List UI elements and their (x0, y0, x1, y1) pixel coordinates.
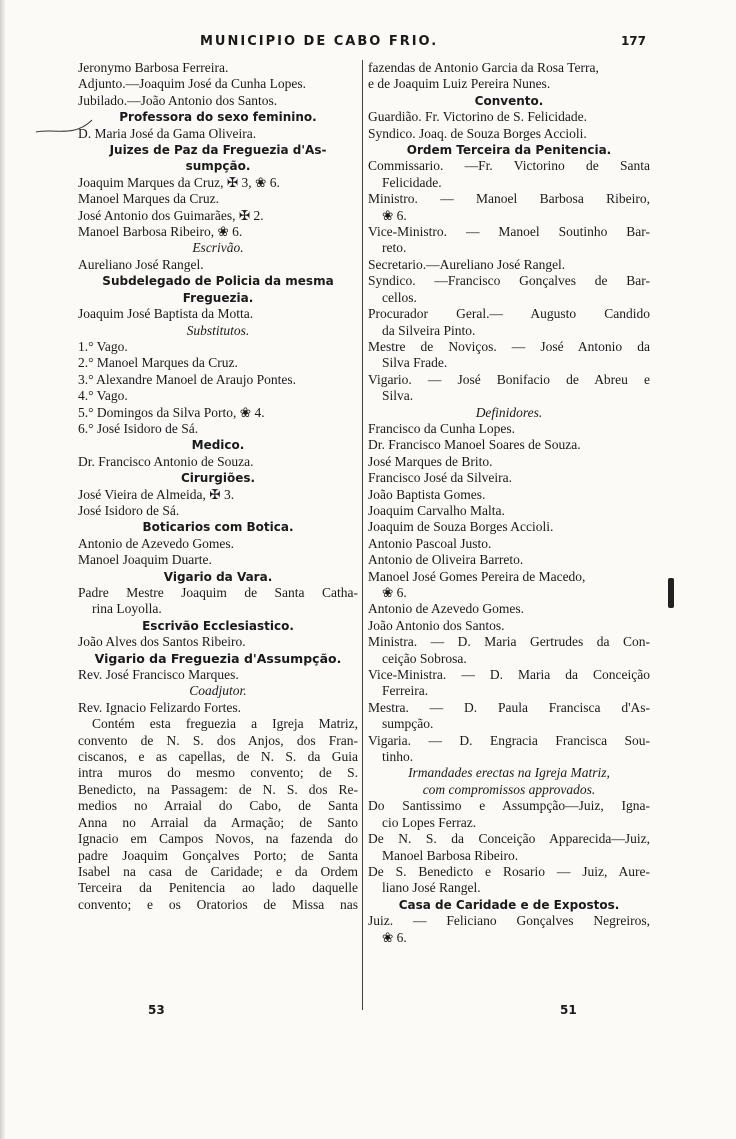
entry-line: Dr. Francisco Antonio de Souza. (78, 453, 254, 469)
entry-line: Antonio Pascoal Justo. (368, 535, 492, 551)
continuation-line: cio Lopes Ferraz. (382, 814, 477, 830)
paragraph-line: padre Joaquim Gonçalves Porto; de Santa (78, 847, 358, 863)
paragraph-line: convento de N. S. dos Anjos, dos Fran- (78, 732, 358, 748)
section-heading: Convento. (474, 93, 544, 108)
entry-line: Padre Mestre Joaquim de Santa Catha- (78, 585, 358, 600)
continuation-line: Silva Frade. (382, 355, 448, 371)
column-divider (362, 60, 363, 1010)
paragraph-line: convento; e os Oratorios de Missa nas (78, 896, 358, 912)
entry-line: Adjunto.—Joaquim José da Cunha Lopes. (78, 76, 306, 92)
continuation-line: ❀ 6. (382, 207, 407, 223)
entry-line: Rev. Ignacio Felizardo Fortes. (78, 699, 241, 715)
scan-edge-shadow (0, 0, 6, 1139)
page-number: 177 (620, 34, 646, 48)
entry-line: 2.° Manoel Marques da Cruz. (78, 355, 238, 371)
section-heading: Cirurgiões. (180, 471, 256, 486)
entry-line: Mestre de Noviços. — José Antonio da (368, 338, 650, 354)
continuation-line: sumpção. (382, 716, 434, 732)
footer-signature-left: 53 (148, 1003, 165, 1017)
subsection-heading: Irmandades erectas na Igreja Matriz, (408, 765, 610, 781)
entry-line: Antonio de Azevedo Gomes. (368, 601, 524, 617)
entry-line: José Vieira de Almeida, ✠ 3. (78, 486, 235, 502)
entry-line: Rev. José Francisco Marques. (78, 667, 239, 683)
paragraph-line: Contém esta freguezia a Igreja Matriz, (92, 716, 358, 732)
entry-line: De S. Benedicto e Rosario — Juiz, Aure- (368, 863, 650, 879)
entry-line: Manoel José Gomes Pereira de Macedo, (368, 568, 586, 584)
continuation-line: cellos. (382, 289, 417, 305)
entry-line: 5.° Domingos da Silva Porto, ❀ 4. (78, 404, 265, 420)
continuation-line: ❀ 6. (382, 929, 407, 945)
continuation-line: ❀ 6. (382, 585, 407, 600)
entry-line: Francisco José da Silveira. (368, 470, 512, 486)
entry-line: José Marques de Brito. (368, 453, 493, 469)
entry-line: Manoel Joaquim Duarte. (78, 552, 212, 568)
section-heading: Professora do sexo feminino. (119, 110, 317, 125)
entry-line: Aureliano José Rangel. (78, 256, 204, 272)
subsection-heading: com compromissos approvados. (422, 781, 596, 797)
entry-line: João Baptista Gomes. (368, 486, 486, 502)
continuation-line: Ferreira. (382, 683, 429, 699)
entry-line: Antonio de Oliveira Barreto. (368, 552, 524, 568)
subsection-heading: Coadjutor. (189, 683, 247, 699)
left-column (78, 60, 358, 913)
continuation-line: reto. (382, 240, 407, 256)
entry-line: Syndico. —Francisco Gonçalves de Bar- (368, 273, 650, 289)
subsection-heading: Substitutos. (186, 322, 250, 338)
entry-line: Joaquim José Baptista da Motta. (78, 306, 254, 322)
page-header-title: MUNICIPIO DE CABO FRIO. (200, 34, 439, 49)
paragraph-line: Terceira da Penitencia ao lado daquelle (78, 880, 358, 896)
entry-line: João Alves dos Santos Ribeiro. (78, 634, 246, 650)
paragraph-line: Ignacio em Campos Novos, na fazenda do (78, 831, 358, 847)
continuation-line: rina Loyolla. (92, 601, 162, 617)
section-heading: Ordem Terceira da Penitencia. (406, 143, 612, 158)
entry-line: Mestra. — D. Paula Francisca d'As- (368, 699, 650, 715)
entry-line: De N. S. da Conceição Apparecida—Juiz, (368, 831, 650, 847)
continuation-line: Felicidade. (382, 174, 442, 190)
entry-line: Jeronymo Barbosa Ferreira. (78, 60, 229, 75)
continuation-line: tinho. (382, 749, 414, 765)
entry-line: Juiz. — Feliciano Gonçalves Negreiros, (368, 913, 650, 929)
subsection-heading: Escrivão. (192, 240, 244, 256)
section-heading: Medico. (191, 438, 245, 453)
entry-line: 6.° José Isidoro de Sá. (78, 420, 199, 436)
continuation-line: Manoel Barbosa Ribeiro. (382, 847, 519, 863)
entry-line: Ministro. — Manoel Barbosa Ribeiro, (368, 191, 650, 207)
entry-line: Vice-Ministro. — Manoel Soutinho Bar- (368, 224, 650, 240)
paragraph-line: medios no Arraial do Cabo, de Santa (78, 798, 358, 814)
entry-line: João Antonio dos Santos. (368, 617, 505, 633)
paragraph-line: Anna no Arraial da Armação; de Santo (78, 814, 358, 830)
entry-line: 3.° Alexandre Manoel de Araujo Pontes. (78, 371, 296, 387)
entry-line: Ministra. — D. Maria Gertrudes da Con- (368, 634, 650, 650)
entry-line: Manoel Marques da Cruz. (78, 191, 219, 207)
entry-line: Joaquim de Souza Borges Accioli. (368, 519, 554, 535)
entry-line: Secretario.—Aureliano José Rangel. (368, 256, 566, 272)
section-heading: Escrivão Ecclesiastico. (142, 618, 294, 633)
paragraph-line: ciscanos, e as capellas, de N. S. da Guia (78, 749, 358, 765)
subsection-heading: Definidores. (475, 404, 543, 420)
entry-line: Commissario. —Fr. Victorino de Santa (368, 158, 650, 174)
entry-line: Syndico. Joaq. de Souza Borges Accioli. (368, 125, 587, 141)
footer-signature-right: 51 (560, 1003, 577, 1017)
continuation-line: Silva. (382, 388, 414, 404)
entry-line: Antonio de Azevedo Gomes. (78, 535, 234, 551)
continuation-line: da Silveira Pinto. (382, 322, 476, 338)
entry-line: Vice-Ministra. — D. Maria da Conceição (368, 667, 650, 683)
entry-line: Jubilado.—João Antonio dos Santos. (78, 92, 278, 108)
entry-line: e de Joaquim Luiz Pereira Nunes. (368, 76, 551, 92)
entry-line: Manoel Barbosa Ribeiro, ❀ 6. (78, 224, 243, 240)
section-heading: Subdelegado de Policia da mesma (102, 274, 334, 289)
entry-line: Dr. Francisco Manoel Soares de Souza. (368, 437, 581, 453)
entry-line: Do Santissimo e Assumpção—Juiz, Igna- (368, 798, 650, 814)
section-heading: Juizes de Paz da Freguezia d'As- (109, 143, 327, 158)
margin-ink-mark (668, 578, 674, 608)
entry-line: Joaquim Carvalho Malta. (368, 502, 505, 518)
entry-line: Joaquim Marques da Cruz, ✠ 3, ❀ 6. (78, 174, 280, 190)
right-column (368, 60, 650, 946)
section-heading: Casa de Caridade e de Expostos. (398, 897, 620, 912)
section-heading: Boticarios com Botica. (142, 520, 294, 535)
entry-line: 1.° Vago. (78, 338, 128, 354)
entry-line: 4.° Vago. (78, 388, 128, 404)
entry-line: fazendas de Antonio Garcia da Rosa Terra, (368, 60, 599, 75)
paragraph-line: intra muros do mesmo convento; de S. (78, 765, 358, 781)
entry-line: Francisco da Cunha Lopes. (368, 420, 515, 436)
continuation-line: liano José Rangel. (382, 880, 481, 896)
section-heading: sumpção. (185, 159, 251, 174)
entry-line: D. Maria José da Gama Oliveira. (78, 125, 257, 141)
entry-line: Vigario. — José Bonifacio de Abreu e (368, 371, 650, 387)
entry-line: Vigaria. — D. Engracia Francisca Sou- (368, 732, 650, 748)
section-heading: Freguezia. (182, 290, 254, 305)
paragraph-line: Isabel na casa de Caridade; e da Ordem (78, 863, 358, 879)
entry-line: Guardião. Fr. Victorino de S. Felicidade. (368, 109, 588, 125)
entry-line: José Isidoro de Sá. (78, 502, 180, 518)
section-heading: Vigario da Vara. (163, 569, 273, 584)
continuation-line: ceição Sobrosa. (382, 650, 467, 666)
section-heading: Vigario da Freguezia d'Assumpção. (94, 650, 342, 666)
paragraph-line: Benedicto, na Passagem: de N. S. dos Re- (78, 781, 358, 797)
entry-line: Procurador Geral.— Augusto Candido (368, 306, 650, 322)
entry-line: José Antonio dos Guimarães, ✠ 2. (78, 207, 264, 223)
